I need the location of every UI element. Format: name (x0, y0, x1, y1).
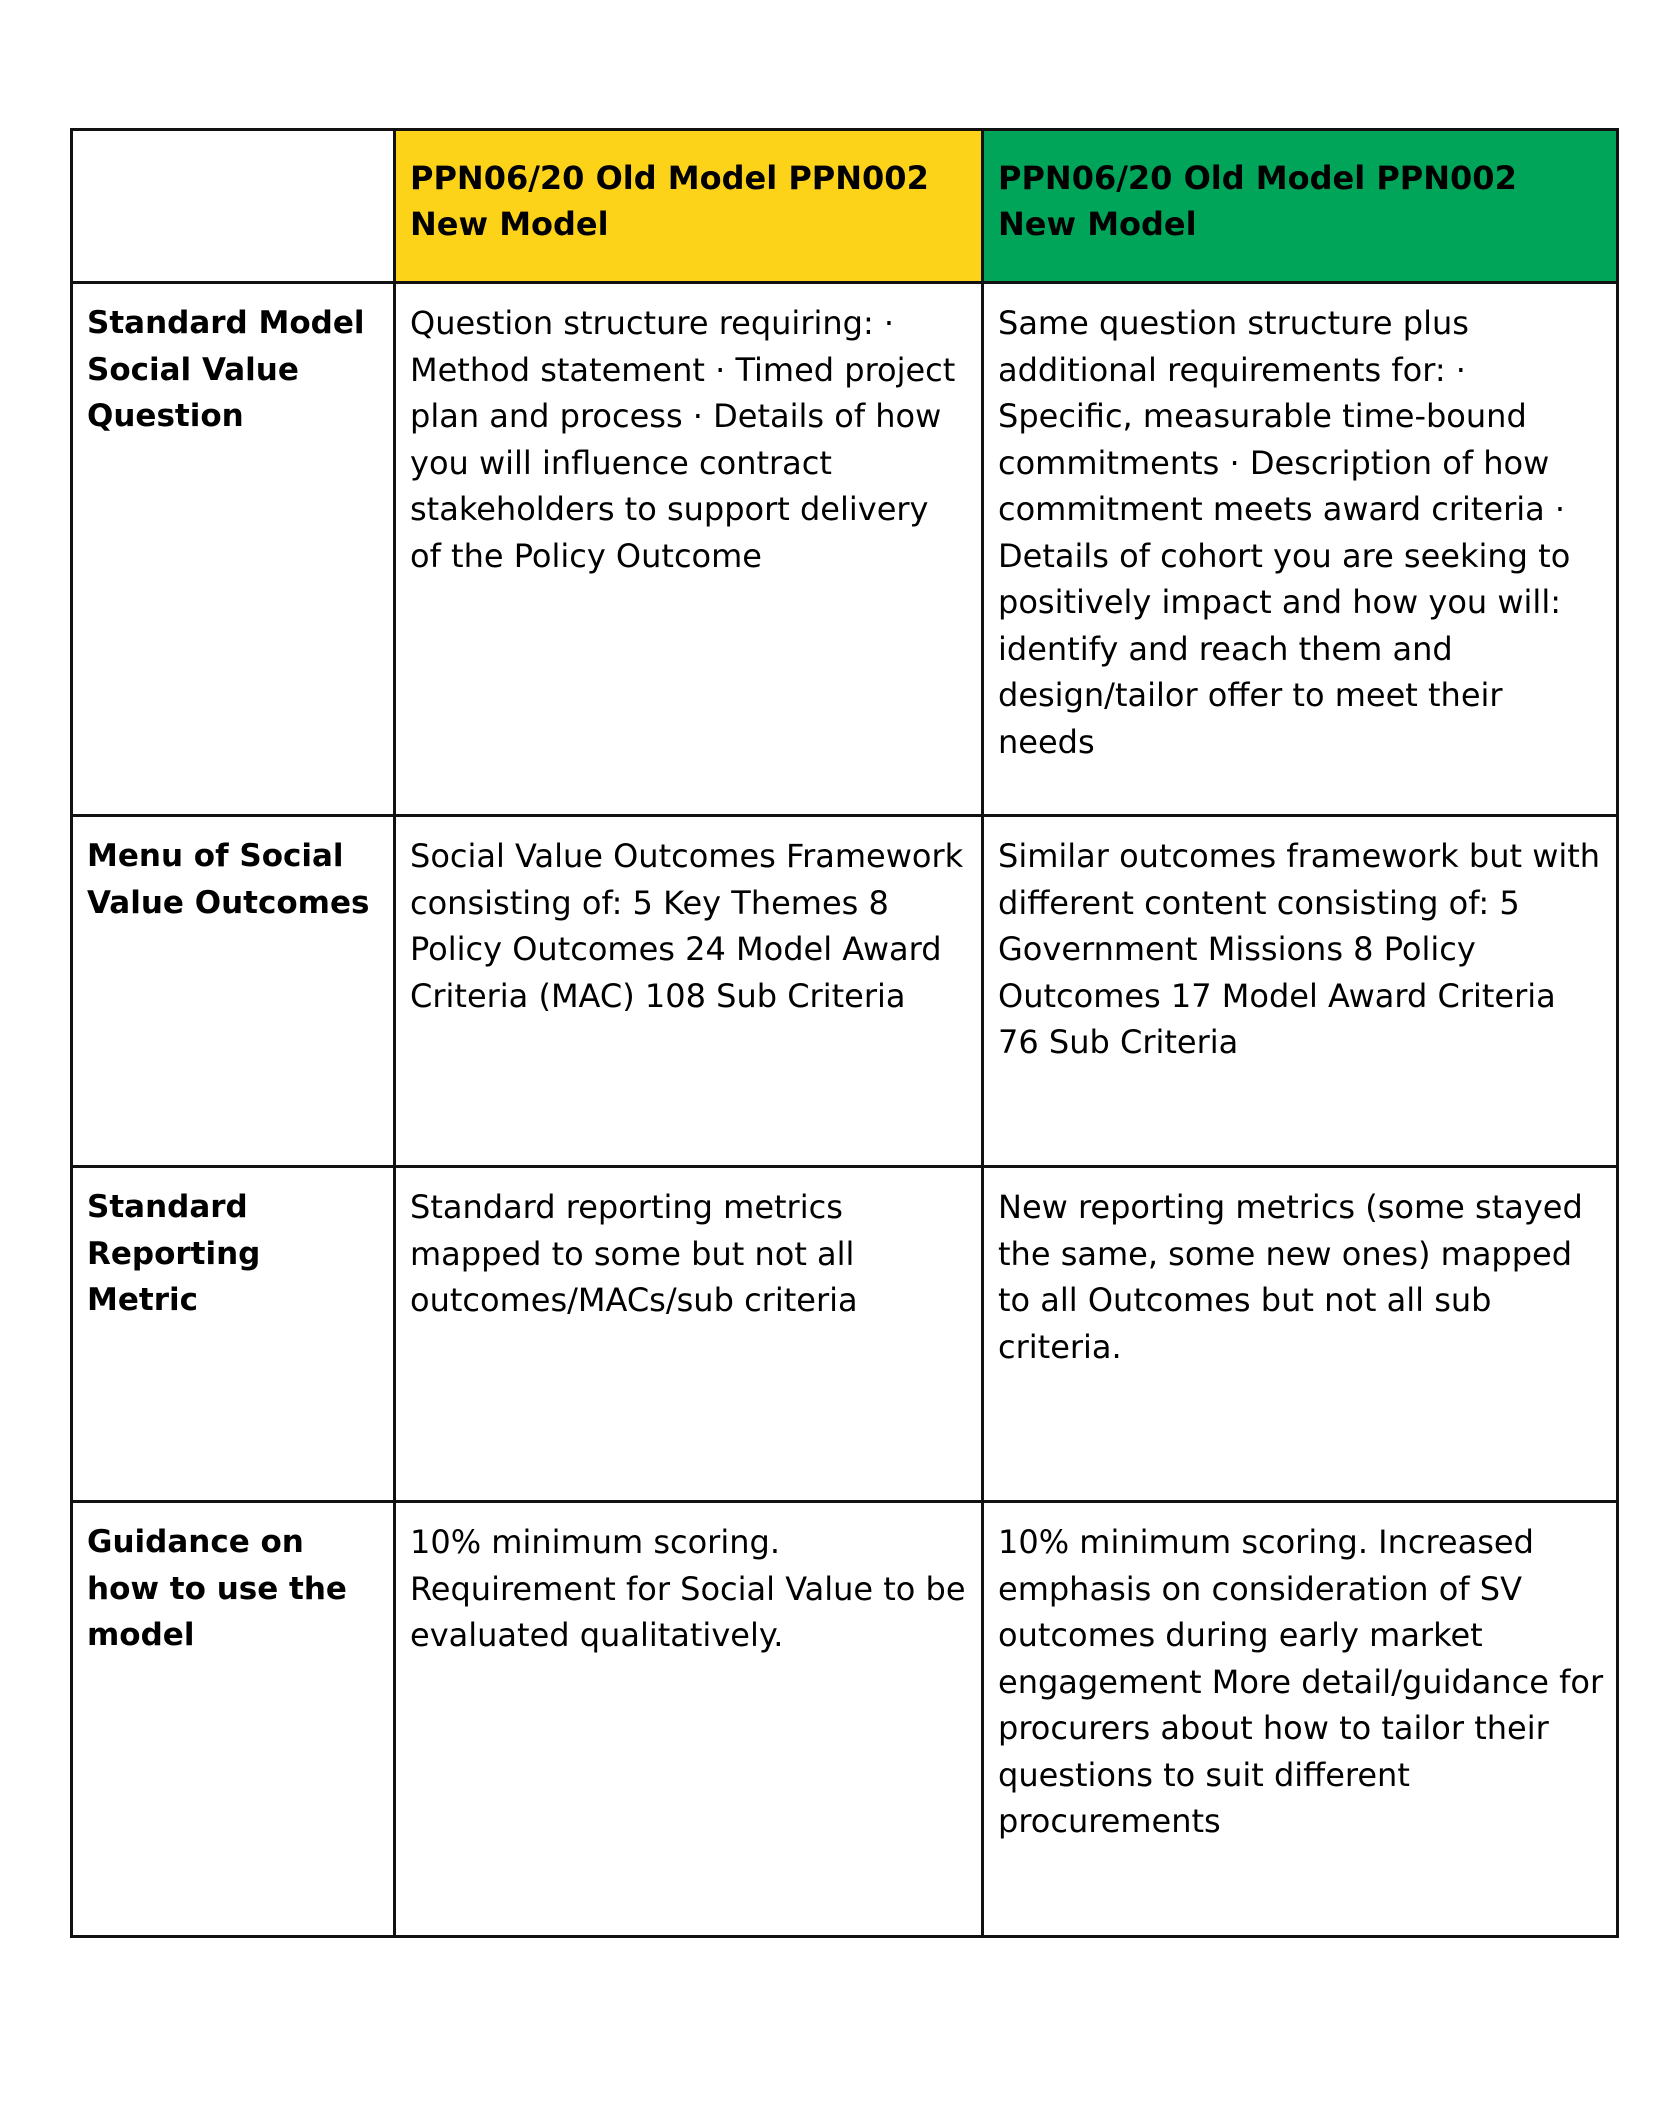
old-model-cell: 10% minimum scoring. Requirement for Social Value to be evaluated qualitatively. (395, 1502, 983, 1937)
comparison-table-container (70, 128, 1616, 1938)
old-model-cell: Social Value Outcomes Framework consisting of: 5 Key Themes 8 Policy Outcomes 24 Model Award Criteria (MAC) 108 Sub Criteria (395, 816, 983, 1167)
old-model-cell: Standard reporting metrics mapped to some but not all outcomes/MACs/sub criteria (395, 1167, 983, 1502)
new-model-cell: 10% minimum scoring. Increased emphasis on consideration of SV outcomes during early market engagement More detail/guidance for procurers about how to tailor their questions to suit different procurements (983, 1502, 1618, 1937)
header-old-model: PPN06/20 Old Model PPN002 New Model (395, 130, 983, 283)
header-row (72, 130, 1618, 283)
row-label: Standard Reporting Metric (72, 1167, 395, 1502)
row-label: Menu of Social Value Outcomes (72, 816, 395, 1167)
new-model-cell: Same question structure plus additional requirements for: · Specific, measurable time-bound commitments · Description of how commitment meets award criteria · Details of cohort you are seeking to positively impact and how you will: identify and reach them and design/tailor offer to meet their needs (983, 283, 1618, 816)
old-model-cell: Question structure requiring: · Method statement · Timed project plan and process · Details of how you will influence contract stakeholders to support delivery of the Policy Outcome (395, 283, 983, 816)
table-row (72, 816, 1618, 1167)
row-label: Standard Model Social Value Question (72, 283, 395, 816)
header-blank-cell (72, 130, 395, 283)
table-row (72, 1167, 1618, 1502)
table-row (72, 283, 1618, 816)
table-row (72, 1502, 1618, 1937)
new-model-cell: Similar outcomes framework but with different content consisting of: 5 Government Missions 8 Policy Outcomes 17 Model Award Criteria 76 Sub Criteria (983, 816, 1618, 1167)
new-model-cell: New reporting metrics (some stayed the same, some new ones) mapped to all Outcomes but not all sub criteria. (983, 1167, 1618, 1502)
comparison-table (70, 128, 1619, 1938)
header-new-model: PPN06/20 Old Model PPN002 New Model (983, 130, 1618, 283)
row-label: Guidance on how to use the model (72, 1502, 395, 1937)
